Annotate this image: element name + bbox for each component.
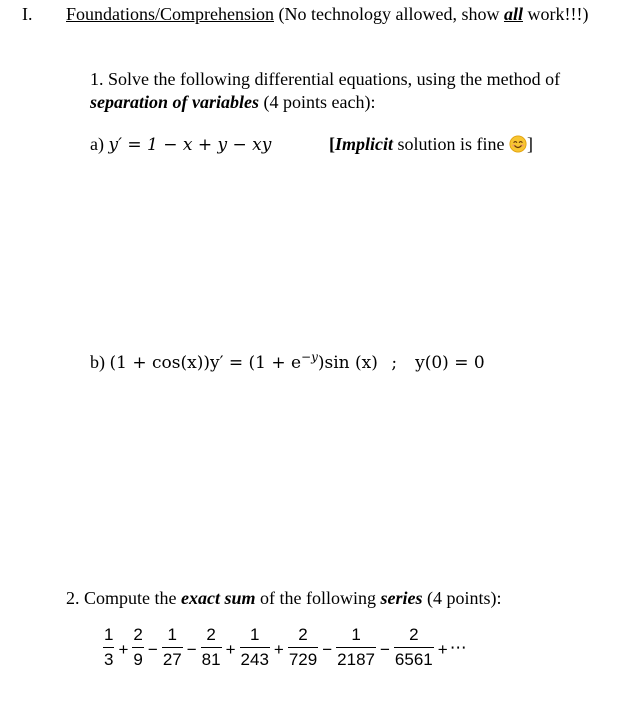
term-numerator: 2: [133, 625, 143, 644]
term-denominator: 243: [240, 650, 269, 669]
term-denominator: 3: [104, 650, 114, 669]
part-a-note-close: ]: [527, 134, 533, 154]
term-numerator: 2: [409, 625, 419, 644]
question-2-text-start: Compute the: [84, 588, 181, 608]
section-title-part1: (No technology allowed, show: [274, 4, 504, 24]
series-operator: +: [273, 639, 284, 659]
series-ellipsis: ⋯: [449, 637, 467, 657]
term-denominator: 2187: [337, 650, 375, 669]
question-1-number: 1.: [90, 69, 104, 89]
question-1-points: (4 points each):: [259, 92, 376, 112]
term-numerator: 2: [298, 625, 308, 644]
series-operator: +: [437, 639, 448, 659]
term-numerator: 1: [104, 625, 114, 644]
series-operator: −: [379, 639, 390, 659]
question-1-method: separation of variables: [90, 92, 259, 112]
question-2-number: 2.: [66, 588, 80, 608]
part-a: [90, 134, 271, 155]
question-1: [90, 68, 560, 114]
term-numerator: 1: [351, 625, 361, 644]
series-term: [103, 625, 114, 670]
term-denominator: 27: [162, 650, 182, 669]
part-b-equation-tail: )sin (x): [317, 353, 378, 373]
part-b-equation: (1 + cos(x))y′ = (1 + e: [109, 353, 302, 373]
question-2-points: (4 points):: [422, 588, 502, 608]
section-title-part2: work!!!): [522, 4, 589, 24]
series-operator: −: [322, 639, 333, 659]
question-2-series-word: series: [380, 588, 423, 608]
part-a-note-text: solution is fine: [393, 134, 509, 154]
question-1-line1: [90, 68, 560, 91]
part-b-separator: ;: [391, 353, 398, 373]
series-expression: [100, 625, 468, 670]
term-denominator: 81: [201, 650, 221, 669]
series-term: [201, 625, 222, 670]
question-2-text-mid: of the following: [255, 588, 381, 608]
series-term: [336, 625, 376, 670]
part-a-note: [329, 134, 533, 155]
question-1-line2: [90, 91, 560, 114]
part-b-label: b): [90, 352, 105, 372]
series-term: [394, 625, 434, 670]
series-term: [132, 625, 143, 670]
smiling-face-icon: [509, 135, 527, 153]
term-denominator: 729: [288, 650, 318, 669]
section-title: [66, 4, 588, 25]
part-b-exponent: −y: [301, 350, 318, 364]
series-operator: −: [186, 639, 197, 659]
series-operator: +: [225, 639, 236, 659]
term-denominator: 9: [133, 650, 143, 669]
term-numerator: 1: [167, 625, 177, 644]
part-b-initial-condition: y(0) = 0: [415, 353, 485, 373]
section-title-underlined: Foundations/Comprehension: [66, 4, 274, 24]
term-numerator: 1: [249, 625, 260, 644]
term-numerator: 2: [206, 625, 216, 644]
part-a-note-emph: Implicit: [335, 134, 393, 154]
part-a-equation: y′ = 1 − x + y − xy: [108, 135, 272, 155]
part-b: [90, 350, 485, 373]
question-2: [66, 588, 501, 609]
part-a-note-open: [: [329, 134, 335, 154]
series-term: [162, 625, 183, 670]
series-operator: −: [147, 639, 158, 659]
term-denominator: 6561: [394, 650, 433, 669]
question-1-text: Solve the following differential equations, using the method of: [108, 69, 561, 89]
series-term: [288, 625, 318, 670]
question-2-exact-sum: exact sum: [181, 588, 256, 608]
series-term: [240, 625, 270, 670]
series-operator: +: [118, 639, 129, 659]
part-a-label: a): [90, 134, 104, 154]
section-number: I.: [22, 4, 33, 24]
section-title-all: all: [503, 4, 523, 24]
